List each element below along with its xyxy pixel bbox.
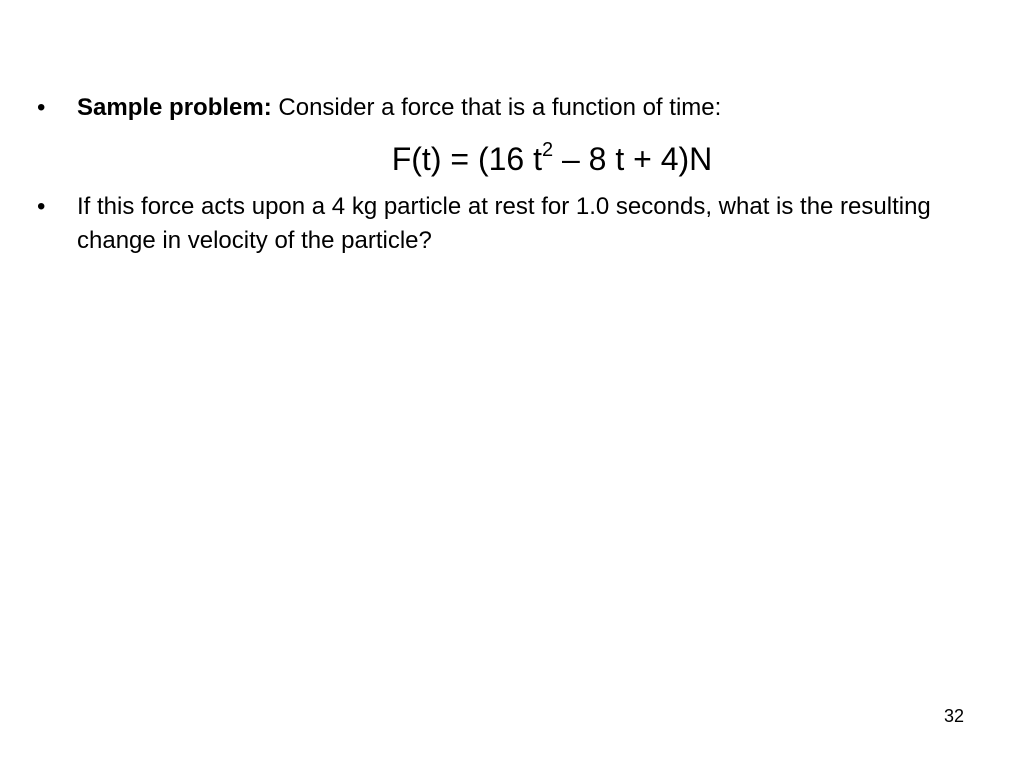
bullet-marker: • [37, 193, 46, 220]
equation-part-1: F(t) = (16 t [391, 141, 542, 177]
bullet-marker: • [37, 94, 46, 121]
force-equation [0, 138, 1024, 180]
sample-problem-label: Sample problem: [77, 94, 272, 121]
page-number: 32 [943, 706, 964, 726]
sample-problem-text: Consider a force that is a function of time: [278, 94, 722, 121]
equation-exponent: 2 [541, 139, 554, 161]
question-text: If this force acts upon a 4 kg particle at rest for 1.0 seconds, what is the resulting change in velocity of the particle? [77, 193, 931, 254]
equation-part-2: – 8 t + 4)N [553, 141, 713, 177]
bullet-text [77, 91, 987, 125]
